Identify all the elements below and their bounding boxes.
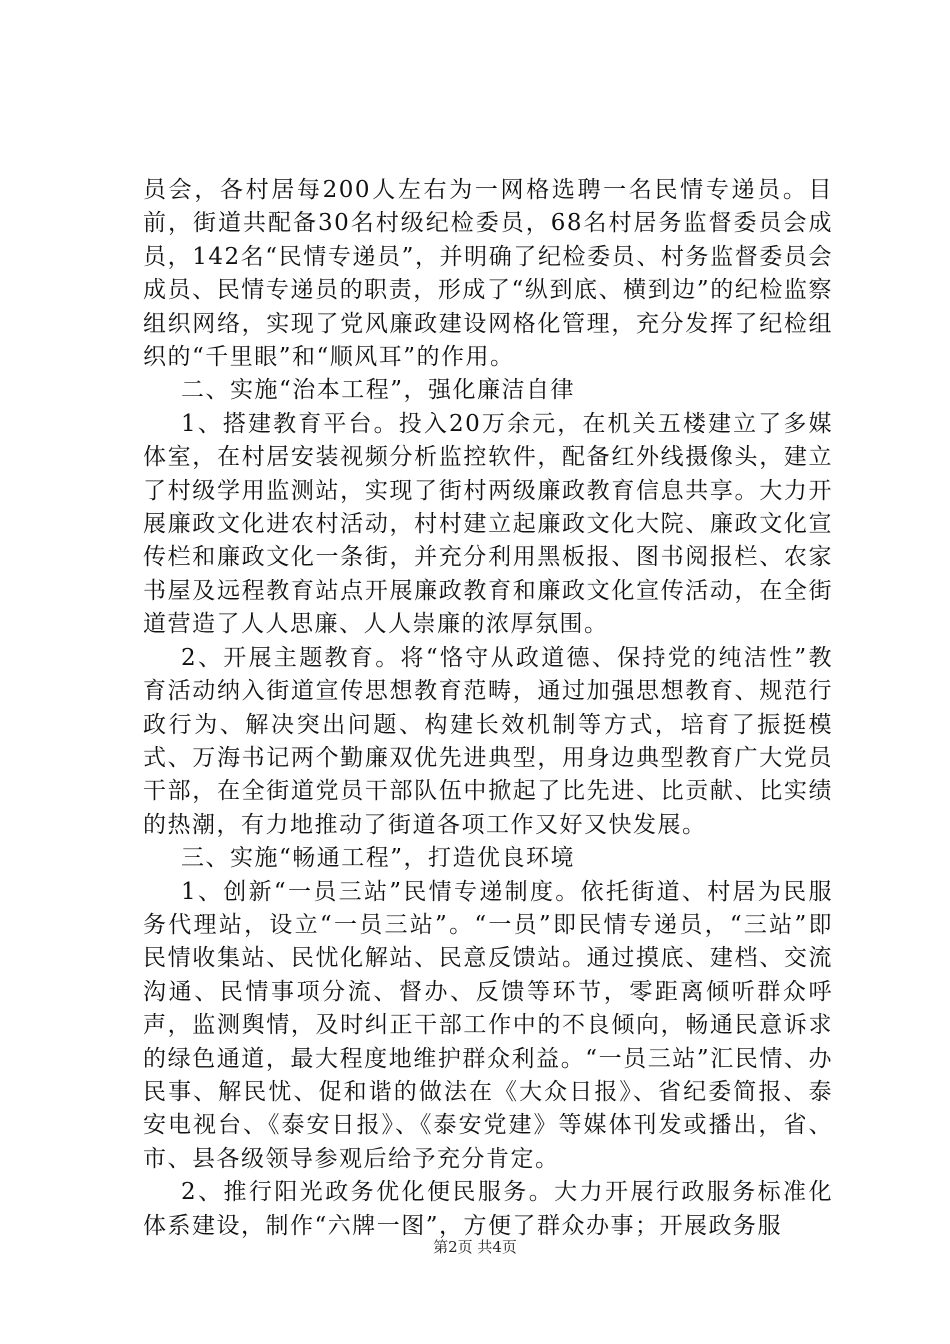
section-heading-3: 三、实施“畅通工程”，打造优良环境 bbox=[181, 845, 576, 872]
paragraph-one-member-three-stations: 1、创新“一员三站”民情专递制度。依托街道、村居为民服务代理站，设立“一员三站”。“一员”即民情专递员，“三站”即民情收集站、民忧化解站、民意反馈站。通过摸底、建档、交流沟通、民情事项分流、督办、反馈等环节，零距离倾听群众呼声，监测舆情，及时纠正干部工作中的不良倾向，畅通民意诉求的绿色通道，最大程度地维护群众利益。“一员三站”汇民情、办民事、解民忧、促和谐的做法在《大众日报》、省纪委简报、泰安电视台、《泰安日报》、《泰安党建》等媒体刊发或播出，省、市、县各级领导参观后给予充分肯定。 bbox=[143, 878, 833, 1172]
document-body bbox=[143, 174, 833, 1243]
paragraph-grid-network: 员会，各村居每200人左右为一网格选聘一名民情专递员。目前，街道共配备30名村级纪检委员，68名村居务监督委员会成员，142名“民情专递员”，并明确了纪检委员、村务监督委员会成员、民情专递员的职责，形成了“纵到底、横到边”的纪检监察组织网络，实现了党风廉政建设网格化管理，充分发挥了纪检组织的“千里眼”和“顺风耳”的作用。 bbox=[143, 177, 833, 371]
paragraph-theme-education: 2、开展主题教育。将“恪守从政道德、保持党的纯洁性”教育活动纳入街道宣传思想教育范畴，通过加强思想教育、规范行政行为、解决突出问题、构建长效机制等方式，培育了振挺模式、万海书记两个勤廉双优先进典型，用身边典型教育广大党员干部，在全街道党员干部队伍中掀起了比先进、比贡献、比实绩的热潮，有力地推动了街道各项工作又好又快发展。 bbox=[143, 644, 833, 838]
section-heading-2: 二、实施“治本工程”，强化廉洁自律 bbox=[181, 377, 576, 404]
page-footer: 第2页 共4页 bbox=[433, 1238, 517, 1256]
paragraph-education-platform: 1、搭建教育平台。投入20万余元，在机关五楼建立了多媒体室，在村居安装视频分析监控软件，配备红外线摄像头，建立了村级学用监测站，实现了街村两级廉政教育信息共享。大力开展廉政文化进农村活动，村村建立起廉政文化大院、廉政文化宣传栏和廉政文化一条街，并充分利用黑板报、图书阅报栏、农家书屋及远程教育站点开展廉政教育和廉政文化宣传活动，在全街道营造了人人思廉、人人崇廉的浓厚氛围。 bbox=[143, 410, 833, 638]
paragraph-sunshine-government: 2、推行阳光政务优化便民服务。大力开展行政服务标准化体系建设，制作“六牌一图”，方便了群众办事；开展政务服 bbox=[143, 1179, 833, 1239]
